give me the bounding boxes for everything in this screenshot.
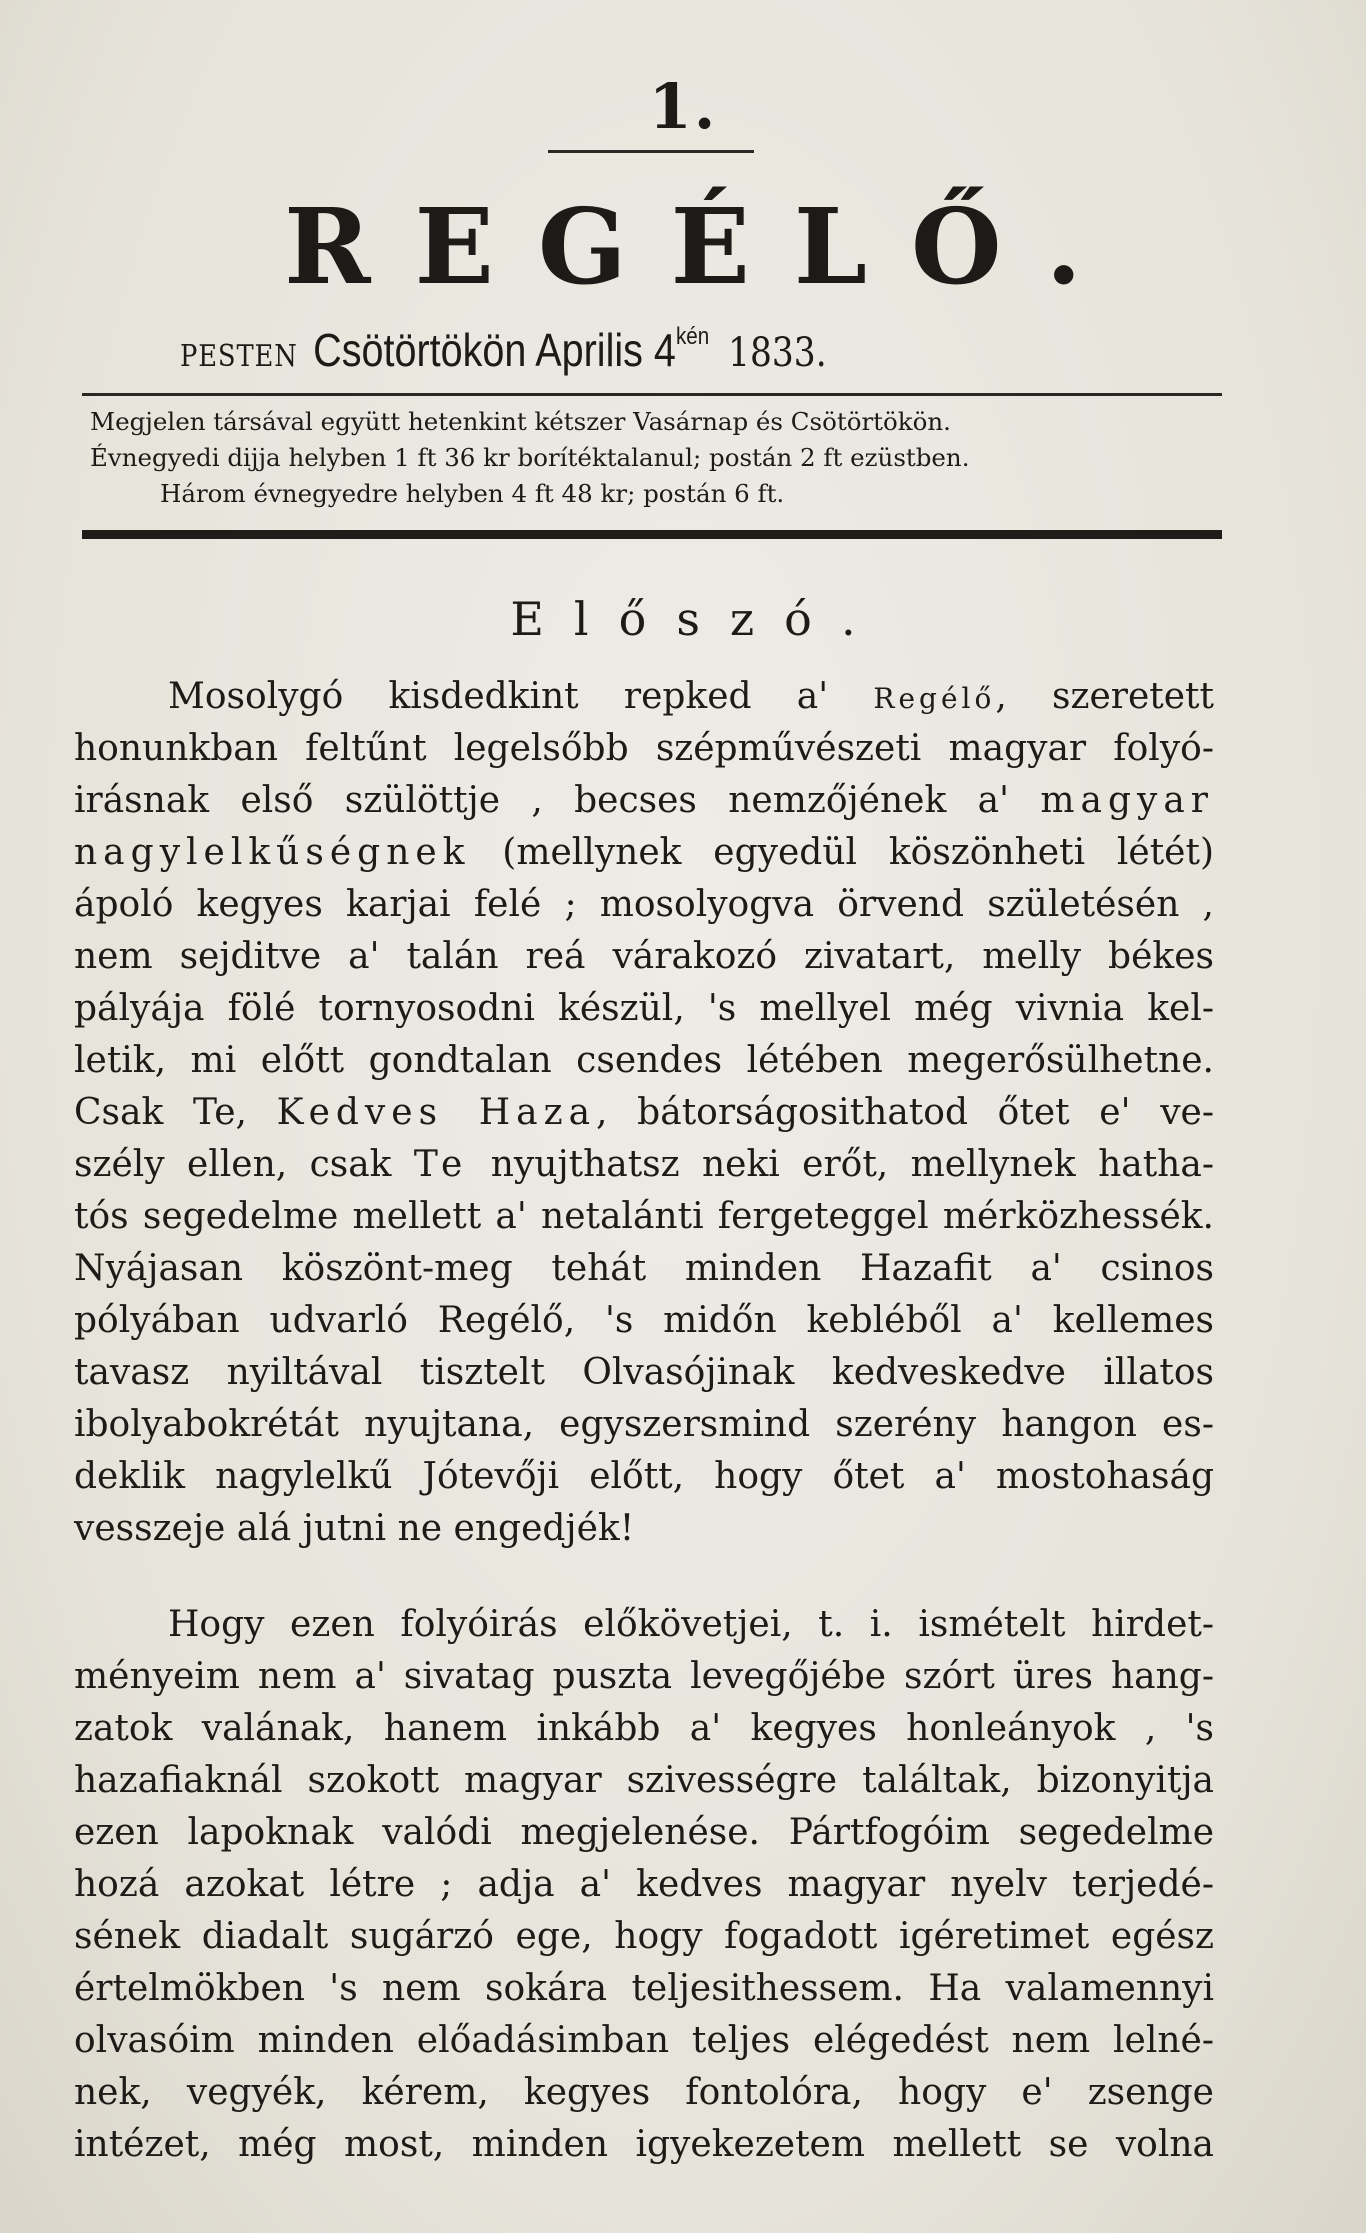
text-run-spaced: Te [413,1144,469,1185]
paragraph1-line: letik, mi előtt gondtalan csendes létében megerősülhetne. [74,1040,1214,1081]
paragraph1-line [74,776,1214,826]
paragraph1-line: deklik nagylelkű Jótevőji előtt, hogy őtet a' mostohaság [74,1456,1214,1497]
paragraph1-line: Nyájasan köszönt-meg tehát minden Hazafit a' csinos [74,1248,1214,1289]
masthead-title: REGÉLŐ. [284,185,1126,308]
paragraph1-line: vesszeje alá jutni ne engedjék! [74,1508,635,1549]
subscription-line-1: Megjelen társával együtt hetenkint kétszer Vasárnap és Csötörtökön. [90,407,951,436]
dateline [180,305,1040,376]
issue-number: 1. [648,70,718,143]
dateline-day-suffix: kén [675,323,710,350]
subscription-line-3: Három évnegyedre helyben 4 ft 48 kr; postán 6 ft. [160,479,785,508]
issue-number-rule [548,150,754,153]
paragraph2-line: nek, vegyék, kérem, kegyes fontolóra, hogy e' zsenge [74,2072,1214,2113]
paragraph1-line [74,828,1214,878]
paragraph2-line: ményeim nem a' sivatag puszta levegőjébe szórt üres hang- [74,1656,1214,1697]
text-run: , bátorságosithatod őtet e' ve- [596,1092,1214,1133]
dateline-year: 1833. [728,330,827,376]
paragraph1-line: pólyában udvarló Regélő, 's midőn kebléből a' kellemes [74,1300,1214,1341]
paragraph1-line: nem sejditve a' talán reá várakozó zivatart, melly békes [74,936,1214,977]
paragraph2-line: olvasóim minden előadásimban teljes elégedést nem lelné- [74,2020,1214,2061]
paragraph1-line: ápoló kegyes karjai felé ; mosolyogva örvend születésén , [74,884,1214,925]
text-run: nyujthatsz neki erőt, mellynek hatha- [468,1144,1214,1185]
paragraph2-line: sének diadalt sugárzó ege, hogy fogadott igéretimet egész [74,1916,1214,1957]
paragraph1-line: pályája fölé tornyosodni készül, 's mellyel még vivnia kel- [74,988,1214,1029]
header-rule-thin [82,393,1222,396]
paragraph2-line: zatok valának, hanem inkább a' kegyes honleányok , 's [74,1708,1214,1749]
header-rule-thick [82,530,1222,539]
dateline-place: PESTEN [180,339,298,374]
text-run-smallcaps: Regélő [873,682,996,715]
text-run: , szeretett [995,676,1214,717]
text-run-spaced: nagylelkűségnek [74,832,471,873]
paragraph2-line: Hogy ezen folyóirás előkövetjei, t. i. ismételt hirdet- [168,1604,1214,1645]
paragraph1-line [168,672,1214,722]
paragraph2-line: értelmökben 's nem sokára teljesithessem. Ha valamennyi [74,1968,1214,2009]
text-run: (mellynek egyedül köszönheti létét) [470,832,1214,873]
paragraph2-line: ezen lapoknak valódi megjelenése. Pártfogóim segedelme [74,1812,1214,1853]
text-run: szély ellen, csak [74,1144,414,1185]
section-title: Előszó. [510,592,886,646]
paragraph1-line: tós segedelme mellett a' netalánti fergeteggel mérközhessék. [74,1196,1214,1237]
paragraph2-line: hozá azokat létre ; adja a' kedves magyar nyelv terjedé- [74,1864,1214,1905]
paragraph1-line: honunkban feltűnt legelsőbb szépművészeti magyar folyó- [74,728,1214,769]
paragraph1-line [74,1088,1214,1138]
paragraph1-line: tavasz nyiltával tisztelt Olvasójinak kedveskedve illatos [74,1352,1214,1393]
paragraph2-line: hazafiaknál szokott magyar szivességre találtak, bizonyitja [74,1760,1214,1801]
text-run-spaced: magyar [1040,780,1214,821]
text-run: Csak Te, [74,1092,277,1133]
paragraph1-line: ibolyabokrétát nyujtana, egyszersmind szerény hangon es- [74,1404,1214,1445]
text-run: Mosolygó kisdedkint repked a' [168,676,874,717]
text-run-spaced: Kedves Haza [276,1092,597,1133]
text-run: irásnak első szülöttje , becses nemzőjének a' [74,780,1041,821]
paragraph2-line: intézet, még most, minden igyekezetem mellett se volna [74,2124,1214,2165]
subscription-line-2: Évnegyedi dijja helyben 1 ft 36 kr borítéktalanul; postán 2 ft ezüstben. [90,443,970,472]
dateline-date: Csötörtökön Aprilis 4 [313,324,676,376]
paragraph1-line [74,1140,1214,1190]
